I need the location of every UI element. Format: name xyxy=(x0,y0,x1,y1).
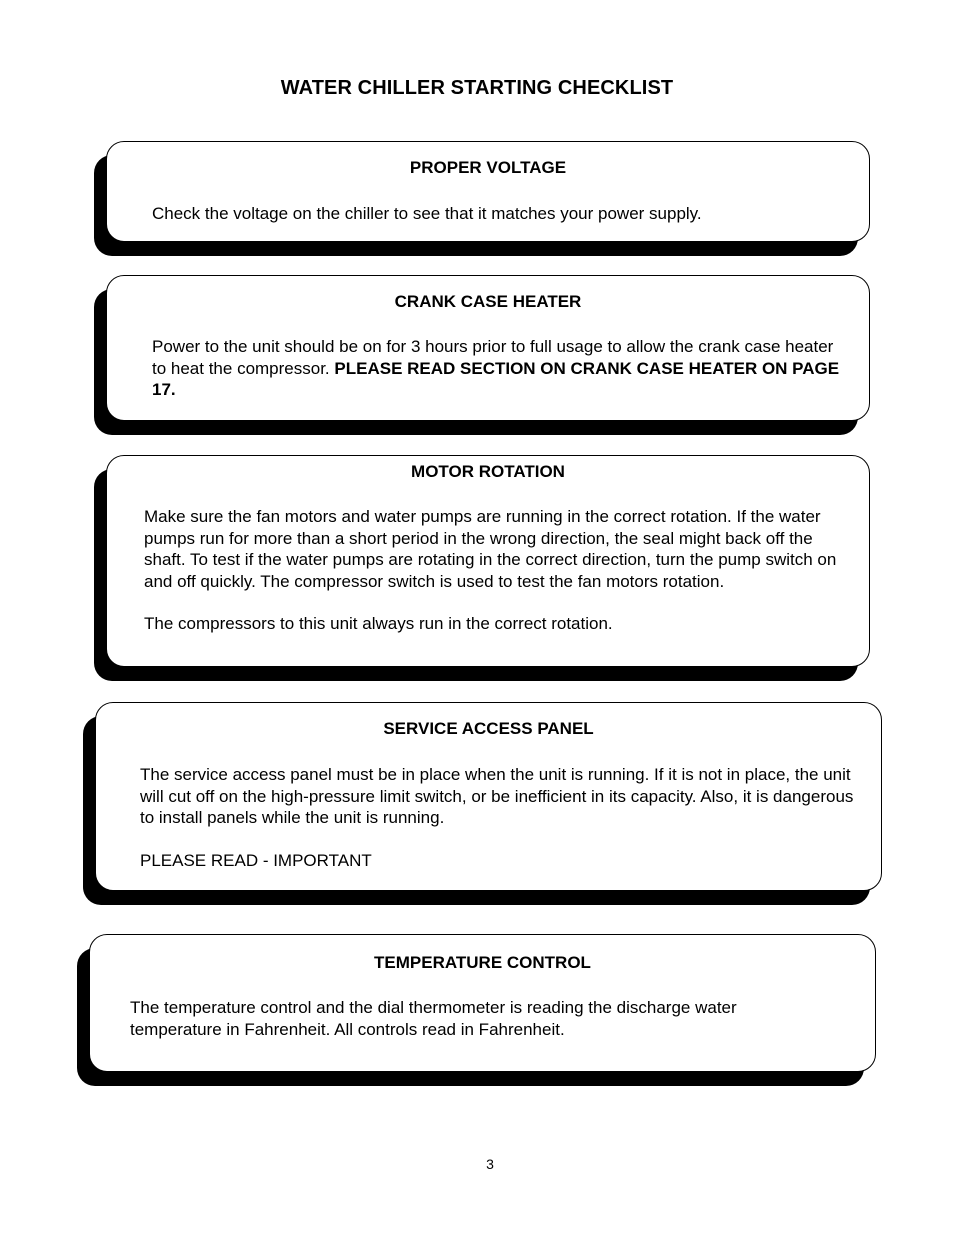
section-paragraph: Make sure the fan motors and water pumps are running in the correct rotation. If the water pumps run for more than a short period in the wrong direction, the seal might back off the shaft. To test if the water pumps are rotating in the correct direction, turn the pump switch on and off quickly. The compressor switch is used to test the fan motors rotation. xyxy=(144,507,837,591)
section-body xyxy=(152,336,852,401)
section-temperature-control xyxy=(89,934,876,1072)
page-number: 3 xyxy=(486,1156,494,1172)
section-body xyxy=(144,506,856,635)
section-title: CRANK CASE HEATER xyxy=(394,292,582,311)
section-title: TEMPERATURE CONTROL xyxy=(374,953,591,972)
section-body xyxy=(140,764,865,871)
section-proper-voltage xyxy=(106,141,870,242)
section-body xyxy=(130,997,830,1040)
section-title: PROPER VOLTAGE xyxy=(409,158,567,177)
section-service-access-panel xyxy=(95,702,882,891)
section-title: MOTOR ROTATION xyxy=(411,462,565,481)
section-text: Power to the unit should be on for 3 hours prior to full usage to allow the crank case heater to heat the compressor. xyxy=(152,337,834,378)
section-body xyxy=(152,203,852,225)
section-paragraph: PLEASE READ - IMPORTANT xyxy=(140,850,372,870)
section-paragraph: The service access panel must be in place when the unit is running. If it is not in place, the unit will cut off on the high-pressure limit switch, or be inefficient in its capacity. Also, it is dangerous to install panels while the unit is running. xyxy=(140,765,854,827)
section-paragraph: Check the voltage on the chiller to see that it matches your power supply. xyxy=(152,204,702,223)
section-title: SERVICE ACCESS PANEL xyxy=(383,719,594,738)
section-motor-rotation xyxy=(106,455,870,667)
section-text-bold: PLEASE READ SECTION ON CRANK CASE HEATER ON PAGE 17. xyxy=(152,358,840,399)
section-paragraph: The compressors to this unit always run in the correct rotation. xyxy=(144,614,613,633)
page-title: WATER CHILLER STARTING CHECKLIST xyxy=(280,77,674,99)
section-paragraph: The temperature control and the dial thermometer is reading the discharge water temperature in Fahrenheit. All controls read in Fahrenheit. xyxy=(130,998,737,1039)
section-crank-case-heater xyxy=(106,275,870,421)
section-paragraph xyxy=(152,336,852,401)
